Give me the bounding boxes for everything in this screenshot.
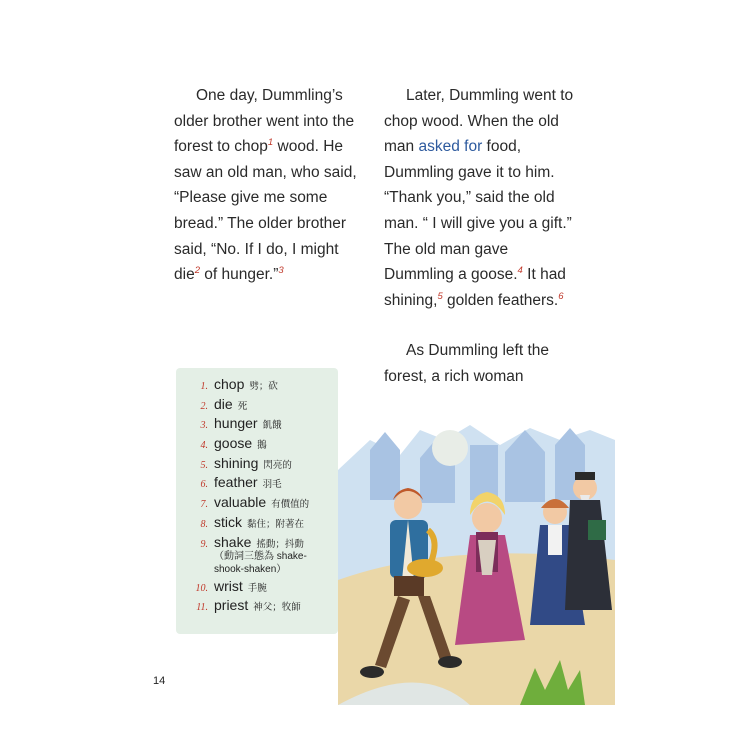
text-run: One day, Dummling’s older brother went into the forest to chop	[174, 87, 355, 156]
page-number: 14	[153, 675, 166, 687]
vocab-word: wrist	[214, 577, 243, 594]
vocab-definition: 劈；砍	[249, 381, 278, 392]
footnote-marker: 4	[517, 265, 523, 277]
vocab-word: die	[214, 395, 233, 412]
footnote-marker: 1	[267, 137, 274, 149]
tree-foliage	[432, 430, 468, 466]
footnote-marker: 5	[437, 290, 443, 302]
vocab-number: 11.	[196, 602, 208, 614]
vocab-number: 6.	[200, 479, 208, 491]
vocab-number: 10.	[195, 582, 208, 594]
vocabulary-box	[176, 368, 338, 634]
vocab-number: 8.	[200, 518, 208, 530]
vocab-number: 9.	[200, 538, 208, 550]
vocab-word: feather	[214, 474, 258, 491]
vocab-definition: 有價值的	[271, 499, 310, 511]
vocab-word: priest	[214, 597, 249, 614]
vocab-word: shining	[214, 454, 259, 471]
vocab-number: 3.	[200, 420, 208, 432]
vocab-number: 5.	[200, 459, 208, 471]
vocab-line	[184, 534, 309, 550]
vocab-definition: 鵝	[257, 440, 267, 452]
vocab-word: hunger	[214, 415, 258, 432]
text-run: of hunger.”	[199, 266, 279, 284]
vocab-number: 1.	[200, 381, 208, 392]
text-run: Later, Dummling went to chop wood. When the old man	[384, 87, 574, 156]
vocab-item	[184, 435, 309, 455]
vocab-definition: 死	[237, 400, 248, 412]
vocab-item	[184, 597, 309, 617]
footnote-marker: 3	[278, 265, 284, 277]
text-run: As Dummling left the forest, a rich woman	[384, 342, 549, 385]
footnote-marker: 6	[558, 290, 564, 302]
vocab-item	[184, 376, 309, 396]
text-run: food, Dummling gave it to him. “Thank you,” said the old man. “ I will give you a gift.” The old man gave Dummling a goose.	[384, 138, 572, 284]
vocab-number: 7.	[200, 499, 208, 511]
vocab-word: shake	[214, 533, 252, 550]
vocab-number: 4.	[200, 440, 208, 452]
vocab-definition: 羽毛	[262, 479, 282, 491]
vocab-item	[184, 396, 309, 416]
text-run: wood. He saw an old man, who said, “Please give me some bread.” The older brother said, “No. If I do, I might die	[174, 138, 357, 284]
vocab-item	[184, 474, 309, 494]
vocab-definition: 黏住；附著在	[247, 518, 305, 530]
vocabulary-list	[184, 376, 309, 617]
vocab-definition: 神父；牧師	[253, 602, 301, 614]
vocab-note: shook-shaken）	[214, 563, 287, 575]
vocab-number: 2.	[200, 400, 208, 412]
vocab-item	[184, 534, 309, 578]
text-run: golden feathers.	[442, 291, 559, 309]
vocab-definition: 手腕	[247, 582, 267, 594]
text-run: It had shining,	[384, 266, 566, 309]
vocab-word: valuable	[214, 494, 267, 511]
vocab-word: chop	[214, 376, 245, 392]
vocab-note: （動詞三態為 shake-	[214, 550, 307, 562]
vocab-item	[184, 514, 309, 534]
vocab-definition: 閃亮的	[263, 459, 292, 471]
vocab-item	[184, 578, 309, 598]
footnote-marker: 2	[194, 265, 200, 277]
highlighted-phrase: asked for	[418, 138, 483, 156]
vocab-item	[184, 494, 309, 514]
vocab-definition: 搖動；抖動	[256, 538, 304, 550]
vocab-word: stick	[214, 513, 242, 530]
vocab-item	[184, 415, 309, 435]
vocab-item	[184, 455, 309, 475]
vocab-definition: 飢餓	[262, 420, 282, 432]
vocab-word: goose	[214, 435, 253, 452]
